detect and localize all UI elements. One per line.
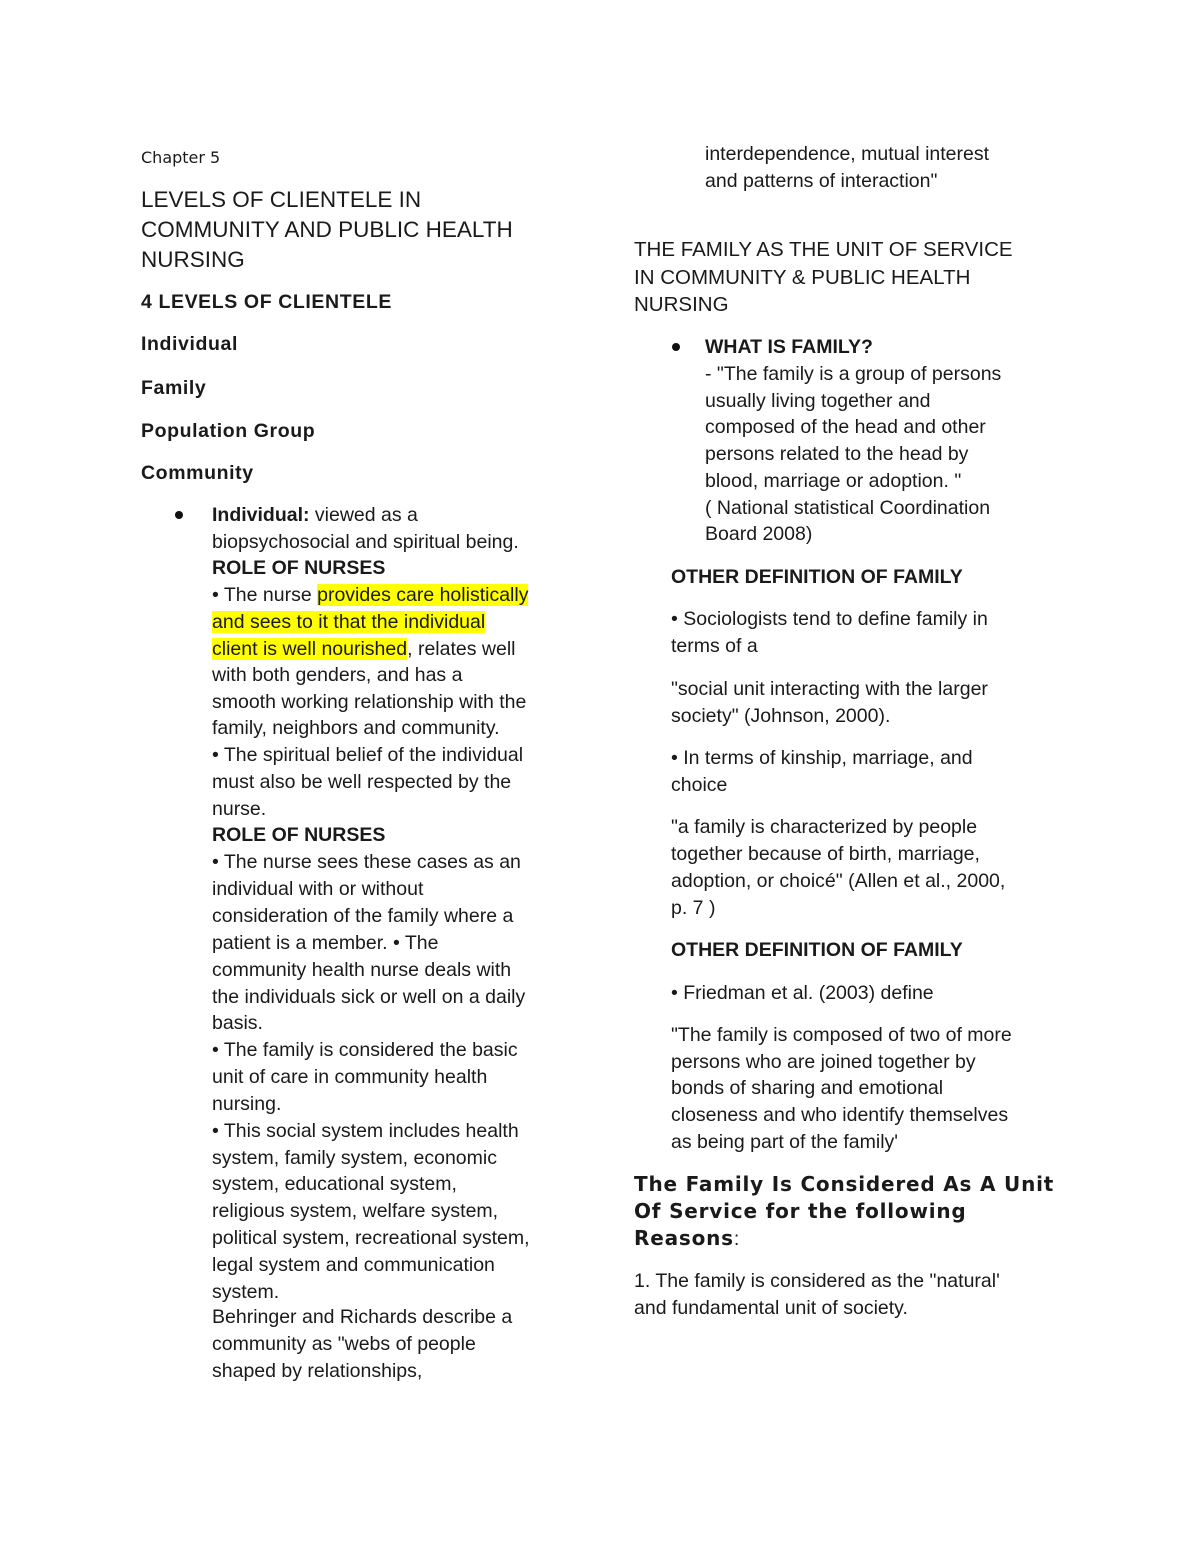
body-line: blood, marriage or adoption. "	[705, 470, 962, 492]
body-line: together because of birth, marriage,	[671, 843, 980, 865]
body-line: choice	[671, 774, 728, 796]
section-title-line-1: THE FAMILY AS THE UNIT OF SERVICE	[634, 238, 1013, 261]
what-is-family-heading: WHAT IS FAMILY?	[705, 336, 873, 358]
reasons-colon: :	[733, 1228, 740, 1250]
chapter-title-line-2: COMMUNITY AND PUBLIC HEALTH	[141, 217, 513, 242]
body-line: system, family system, economic	[212, 1147, 497, 1169]
body-line: consideration of the family where a	[212, 905, 514, 927]
body-line: • Sociologists tend to define family in	[671, 608, 988, 630]
body-line: must also be well respected by the	[212, 771, 512, 793]
body-line: individual with or without	[212, 878, 424, 900]
highlight-span: and sees to it that the individual	[212, 611, 486, 633]
body-line: Board 2008)	[705, 523, 813, 545]
text-span: • The nurse	[212, 584, 318, 606]
reasons-heading-line-2: Of Service for the following	[634, 1199, 967, 1223]
body-line: with both genders, and has a	[212, 664, 463, 686]
level-family: Family	[141, 377, 207, 399]
text-span: , relates well	[407, 638, 516, 660]
body-line: smooth working relationship with the	[212, 691, 527, 713]
individual-bullet	[212, 502, 418, 529]
body-line: Behringer and Richards describe a	[212, 1306, 513, 1328]
body-line: p. 7 )	[671, 897, 716, 919]
reasons-heading-line-3	[634, 1225, 739, 1253]
body-line: patient is a member. • The	[212, 932, 439, 954]
levels-heading: 4 LEVELS OF CLIENTELE	[141, 291, 392, 313]
body-line: biopsychosocial and spiritual being.	[212, 531, 519, 553]
individual-text: viewed as a	[309, 504, 418, 526]
level-individual: Individual	[141, 333, 239, 355]
highlight-line-1	[212, 582, 528, 609]
level-population-group: Population Group	[141, 420, 316, 442]
body-line: • The nurse sees these cases as an	[212, 851, 521, 873]
body-line: shaped by relationships,	[212, 1360, 423, 1382]
body-line: "a family is characterized by people	[671, 816, 978, 838]
continued-line-2: and patterns of interaction"	[705, 170, 938, 192]
section-title-line-3: NURSING	[634, 293, 729, 316]
bullet-dot	[672, 343, 680, 351]
highlight-span: client is well nourished	[212, 638, 408, 660]
body-line: adoption, or choicé" (Allen et al., 2000,	[671, 870, 1006, 892]
highlight-span: provides care holistically	[317, 584, 529, 606]
body-line: usually living together and	[705, 390, 931, 412]
other-definition-heading-1: OTHER DEFINITION OF FAMILY	[671, 566, 963, 588]
body-line: legal system and communication	[212, 1254, 495, 1276]
body-line: community as "webs of people	[212, 1333, 476, 1355]
chapter-label: Chapter 5	[141, 148, 221, 167]
body-line: • The family is considered the basic	[212, 1039, 518, 1061]
body-line: basis.	[212, 1012, 263, 1034]
bullet-dot	[175, 511, 183, 519]
body-line: political system, recreational system,	[212, 1227, 530, 1249]
body-line: closeness and who identify themselves	[671, 1104, 1009, 1126]
continued-line-1: interdependence, mutual interest	[705, 143, 990, 165]
reasons-word: Reasons	[634, 1226, 734, 1250]
body-line: • Friedman et al. (2003) define	[671, 982, 934, 1004]
body-line: unit of care in community health	[212, 1066, 488, 1088]
reason-1-line-1: 1. The family is considered as the "natural'	[634, 1270, 1000, 1292]
body-line: system.	[212, 1281, 280, 1303]
body-line: ( National statistical Coordination	[705, 497, 991, 519]
body-line: • In terms of kinship, marriage, and	[671, 747, 973, 769]
body-line: religious system, welfare system,	[212, 1200, 499, 1222]
body-line: nursing.	[212, 1093, 282, 1115]
body-line: • The spiritual belief of the individual	[212, 744, 524, 766]
chapter-title-line-3: NURSING	[141, 247, 245, 272]
body-line: system, educational system,	[212, 1173, 457, 1195]
reason-1-line-2: and fundamental unit of society.	[634, 1297, 908, 1319]
chapter-title-line-1: LEVELS OF CLIENTELE IN	[141, 187, 422, 212]
body-line: society" (Johnson, 2000).	[671, 705, 891, 727]
highlight-line-3	[212, 636, 515, 663]
reasons-heading-line-1: The Family Is Considered As A Unit	[634, 1172, 1055, 1196]
body-line: persons related to the head by	[705, 443, 969, 465]
body-line: terms of a	[671, 635, 758, 657]
body-line: as being part of the family'	[671, 1131, 899, 1153]
role-heading-2: ROLE OF NURSES	[212, 824, 386, 846]
body-line: the individuals sick or well on a daily	[212, 986, 526, 1008]
body-line: family, neighbors and community.	[212, 717, 500, 739]
individual-label: Individual:	[212, 504, 310, 526]
body-line: persons who are joined together by	[671, 1051, 976, 1073]
other-definition-heading-2: OTHER DEFINITION OF FAMILY	[671, 939, 963, 961]
role-heading-1: ROLE OF NURSES	[212, 557, 386, 579]
body-line: nurse.	[212, 798, 267, 820]
body-line: • This social system includes health	[212, 1120, 519, 1142]
body-line: "social unit interacting with the larger	[671, 678, 988, 700]
level-community: Community	[141, 462, 254, 484]
section-title-line-2: IN COMMUNITY & PUBLIC HEALTH	[634, 266, 971, 289]
highlight-line-2	[212, 609, 485, 636]
body-line: - "The family is a group of persons	[705, 363, 1002, 385]
body-line: composed of the head and other	[705, 416, 986, 438]
body-line: "The family is composed of two of more	[671, 1024, 1012, 1046]
body-line: bonds of sharing and emotional	[671, 1077, 944, 1099]
body-line: community health nurse deals with	[212, 959, 512, 981]
